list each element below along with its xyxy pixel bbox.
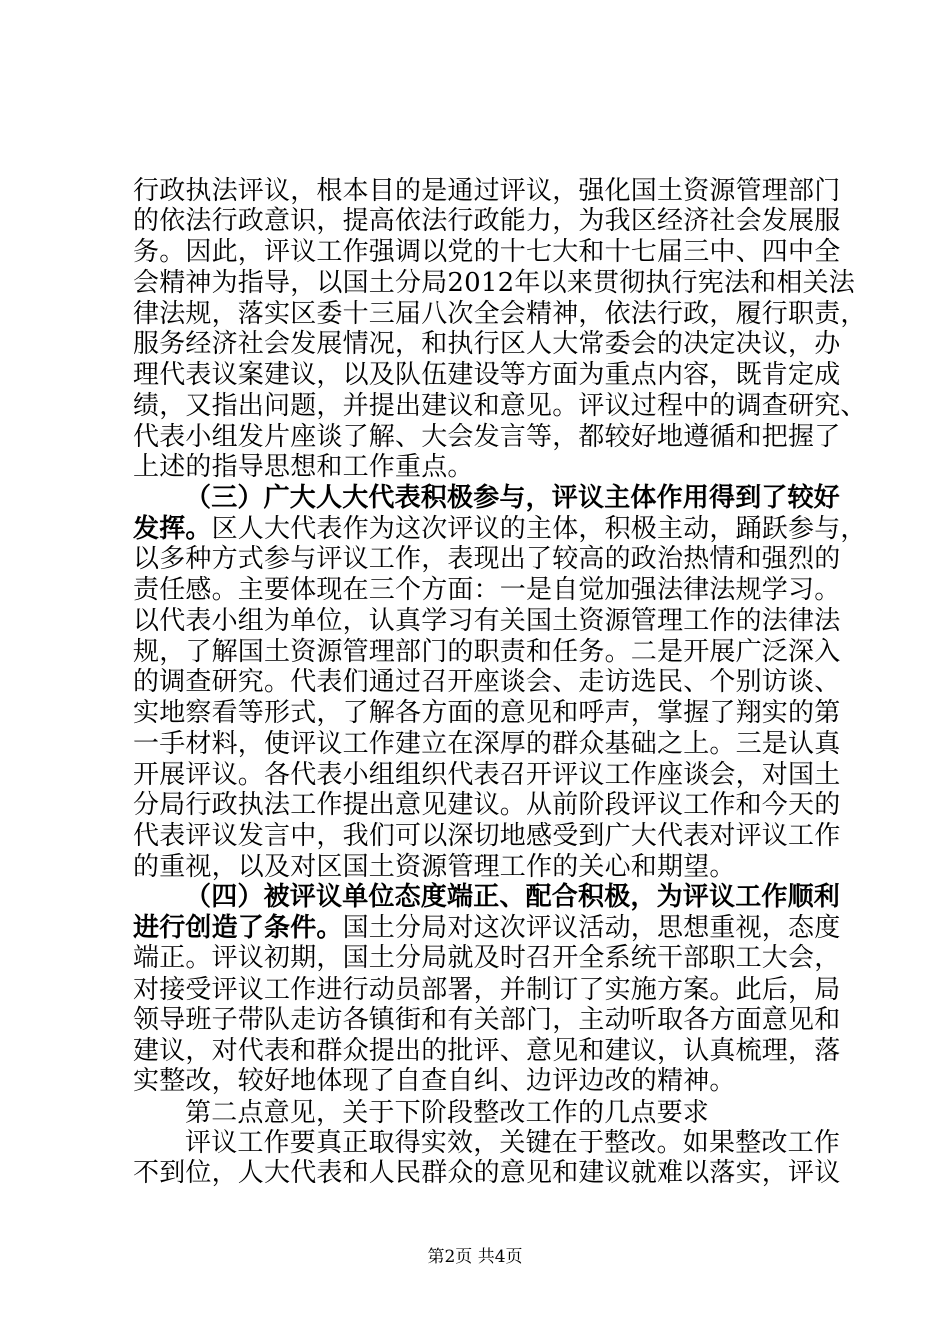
body-line: 不到位，人大代表和人民群众的意见和建议就难以落实，评议 [133, 1158, 841, 1188]
body-text: 区人大代表作为这次评议的主体，积极主动，踊跃参与， [211, 514, 867, 544]
body-line: 绩，又指出问题，并提出建议和意见。评议过程中的调查研究、 [133, 391, 867, 421]
body-line: 务。因此，评议工作强调以党的十七大和十七届三中、四中全 [133, 237, 841, 267]
section-title: 第二点意见，关于下阶段整改工作的几点要求 [185, 1098, 710, 1128]
body-line: 分局行政执法工作提出意见建议。从前阶段评议工作和今天的 [133, 790, 841, 820]
body-line [133, 913, 841, 943]
body-line: 以多种方式参与评议工作，表现出了较高的政治热情和强烈的 [133, 544, 841, 574]
body-line: 规，了解国土资源管理部门的职责和任务。二是开展广泛深入 [133, 637, 841, 667]
page-footer: 第2页 共4页 [427, 1247, 523, 1267]
section-heading-4: （四）被评议单位态度端正、配合积极，为评议工作顺利 [185, 882, 841, 912]
body-line: 对接受评议工作进行动员部署，并制订了实施方案。此后，局 [133, 975, 841, 1005]
body-line: 实地察看等形式，了解各方面的意见和呼声，掌握了翔实的第 [133, 698, 841, 728]
body-line: 实整改，较好地体现了自查自纠、边评边改的精神。 [133, 1066, 736, 1096]
body-line: 的重视，以及对区国土资源管理工作的关心和期望。 [133, 852, 736, 882]
body-line: 建议，对代表和群众提出的批评、意见和建议，认真梳理，落 [133, 1036, 841, 1066]
body-line: 服务经济社会发展情况，和执行区人大常委会的决定决议，办 [133, 329, 841, 359]
body-text: 国土分局对这次评议活动，思想重视，态度 [342, 913, 841, 943]
body-line: 领导班子带队走访各镇街和有关部门，主动听取各方面意见和 [133, 1005, 841, 1035]
body-line: 以代表小组为单位，认真学习有关国土资源管理工作的法律法 [133, 606, 841, 636]
section-heading-3-end: 发挥。 [133, 514, 212, 544]
body-line: 的依法行政意识，提高依法行政能力，为我区经济社会发展服 [133, 206, 841, 236]
body-line: 理代表议案建议，以及队伍建设等方面为重点内容，既肯定成 [133, 360, 841, 390]
body-line: 会精神为指导，以国土分局2012年以来贯彻执行宪法和相关法 [133, 268, 855, 298]
body-line: 律法规，落实区委十三届八次全会精神，依法行政，履行职责， [133, 299, 867, 329]
body-line: 责任感。主要体现在三个方面：一是自觉加强法律法规学习。 [133, 575, 841, 605]
body-line: 一手材料，使评议工作建立在深厚的群众基础之上。三是认真 [133, 729, 841, 759]
body-line: 评议工作要真正取得实效，关键在于整改。如果整改工作 [185, 1128, 841, 1158]
body-line: 上述的指导思想和工作重点。 [133, 452, 474, 482]
body-line: 代表评议发言中，我们可以深切地感受到广大代表对评议工作 [133, 821, 841, 851]
body-line: 代表小组发片座谈了解、大会发言等，都较好地遵循和把握了 [133, 422, 841, 452]
section-heading-4-end: 进行创造了条件。 [133, 913, 343, 943]
section-heading-3: （三）广大人大代表积极参与，评议主体作用得到了较好 [185, 483, 841, 513]
body-line [133, 514, 867, 544]
body-line: 开展评议。各代表小组组织代表召开评议工作座谈会，对国土 [133, 760, 841, 790]
body-line: 端正。评议初期，国土分局就及时召开全系统干部职工大会， [133, 943, 841, 973]
body-line: 的调查研究。代表们通过召开座谈会、走访选民、个别访谈、 [133, 667, 841, 697]
body-line: 行政执法评议，根本目的是通过评议，强化国土资源管理部门 [133, 176, 841, 206]
